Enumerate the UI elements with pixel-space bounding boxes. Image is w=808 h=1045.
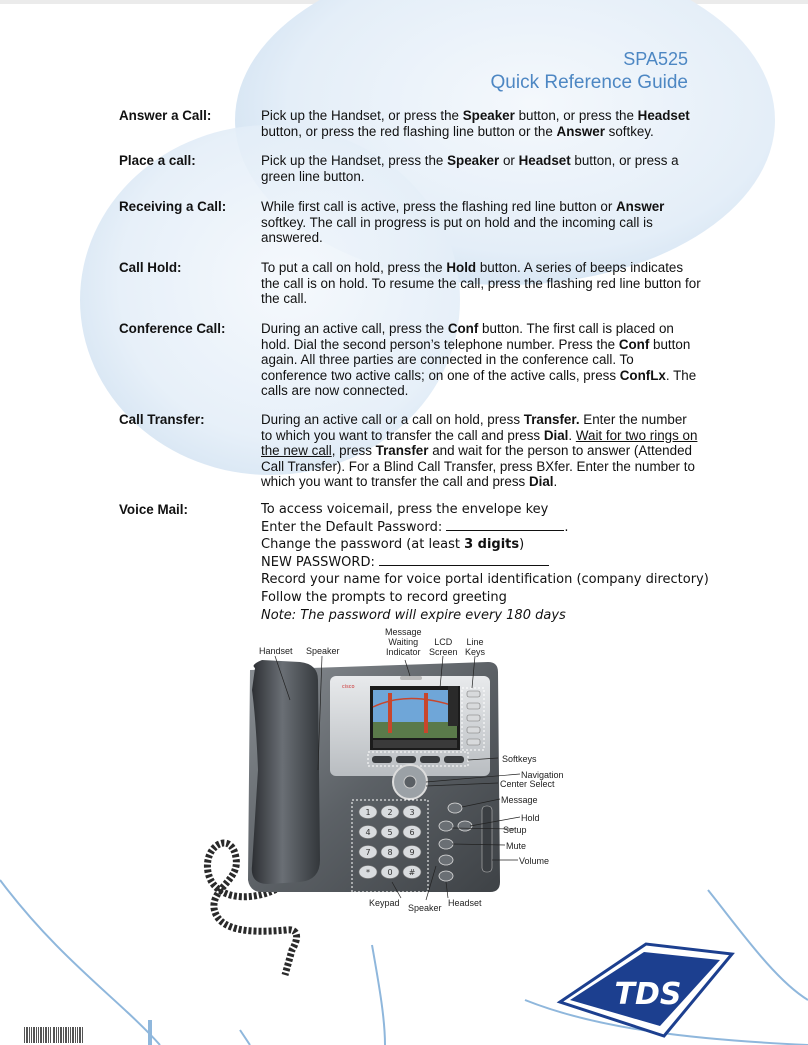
keypad-key-label: 0 [387, 868, 393, 877]
keypad-key-label: * [366, 868, 370, 877]
callout-softkeys: Softkeys [502, 754, 537, 764]
tds-logo [556, 940, 736, 1040]
voicemail-step-change-password: Change the password (at least 3 digits) [261, 537, 525, 553]
callout-lcd-screen: LCD Screen [429, 637, 458, 657]
callout-hold: Hold [521, 813, 540, 823]
answer-call-label: Answer a Call: [119, 108, 212, 123]
model-name: SPA525 [623, 49, 688, 69]
voicemail-step-new-password: NEW PASSWORD: [261, 554, 709, 572]
voicemail-step-access: To access voicemail, press the envelope key [261, 502, 549, 517]
keypad-key-label: 5 [387, 828, 393, 837]
callout-setup: Setup [503, 825, 527, 835]
callout-speaker-top: Speaker [306, 646, 340, 656]
tds-logo-text: TDS [614, 977, 682, 1012]
answer-call-text: Pick up the Handset, or press the Speaker button, or press the Headset button, or press the red flashing line button or the Answer softkey. [261, 108, 690, 139]
handset [252, 660, 320, 884]
callout-speaker-bottom: Speaker [408, 903, 442, 913]
callout-line-keys: Line Keys [465, 637, 486, 657]
voicemail-note: Note: The password will expire every 180 days [261, 607, 566, 623]
call-transfer-text: During an active call or a call on hold, press Transfer. Enter the number to which you want to transfer the call and press Dial. Wait for two rings on the new call, press Transfer and wait for the person to answer (Attended Call Transfer). For a Blind Call Transfer, press BXfer. Enter the number to which you want to transfer the call and press Dial. [261, 412, 698, 490]
barcode [24, 1027, 84, 1043]
callout-handset: Handset [259, 646, 293, 656]
guide-title: Quick Reference Guide [490, 72, 688, 93]
call-hold-label: Call Hold: [119, 260, 182, 275]
call-transfer-label: Call Transfer: [119, 412, 205, 427]
keypad-key-label: 6 [409, 828, 415, 837]
callout-message: Message [501, 795, 538, 805]
keypad-key-label: 8 [387, 848, 393, 857]
callout-message-waiting: Message Waiting Indicator [385, 627, 422, 657]
keypad-key-label: 4 [365, 828, 371, 837]
keypad-key-label: 1 [365, 808, 371, 817]
receiving-call-text: While first call is active, press the flashing red line button or Answer softkey. The call in progress is put on hold and the incoming call is answered. [261, 199, 665, 246]
keypad-key-label: # [408, 868, 416, 877]
callout-volume: Volume [519, 856, 550, 866]
voicemail-step-record-name: Record your name for voice portal identification (company directory) [261, 572, 709, 588]
voicemail-step-default-password: Enter the Default Password: . [261, 519, 569, 535]
keypad-key-label: 3 [409, 808, 415, 817]
callout-center-select: Center Select [500, 779, 555, 789]
keypad-key-label: 7 [365, 848, 371, 857]
receiving-call-label: Receiving a Call: [119, 199, 227, 214]
voice-mail-label: Voice Mail: [119, 502, 188, 517]
callout-headset: Headset [448, 898, 482, 908]
callout-keypad: Keypad [369, 898, 400, 908]
voicemail-step-greeting: Follow the prompts to record greeting [261, 589, 507, 605]
conference-call-text: During an active call, press the Conf button. The first call is placed on hold. Dial the second person’s telephone number. Press the Conf button again. All three parties are connected in the conference call. To conference two active calls; on one of the active calls, press ConfLx. The calls are now connected. [261, 321, 697, 399]
callout-mute: Mute [506, 841, 527, 851]
place-call-text: Pick up the Handset, press the Speaker or Headset button, or press a green line button. [261, 153, 679, 184]
callout-navigation: Navigation [521, 770, 564, 780]
conference-call-label: Conference Call: [119, 321, 226, 336]
cisco-logo: cisco [342, 684, 355, 690]
call-hold-text: To put a call on hold, press the Hold button. A series of beeps indicates the call is on hold. To resume the call, press the flashing red line button for the call. [261, 260, 701, 307]
keypad-key-label: 2 [387, 808, 393, 817]
place-call-label: Place a call: [119, 153, 196, 168]
keypad-key-label: 9 [409, 848, 415, 857]
